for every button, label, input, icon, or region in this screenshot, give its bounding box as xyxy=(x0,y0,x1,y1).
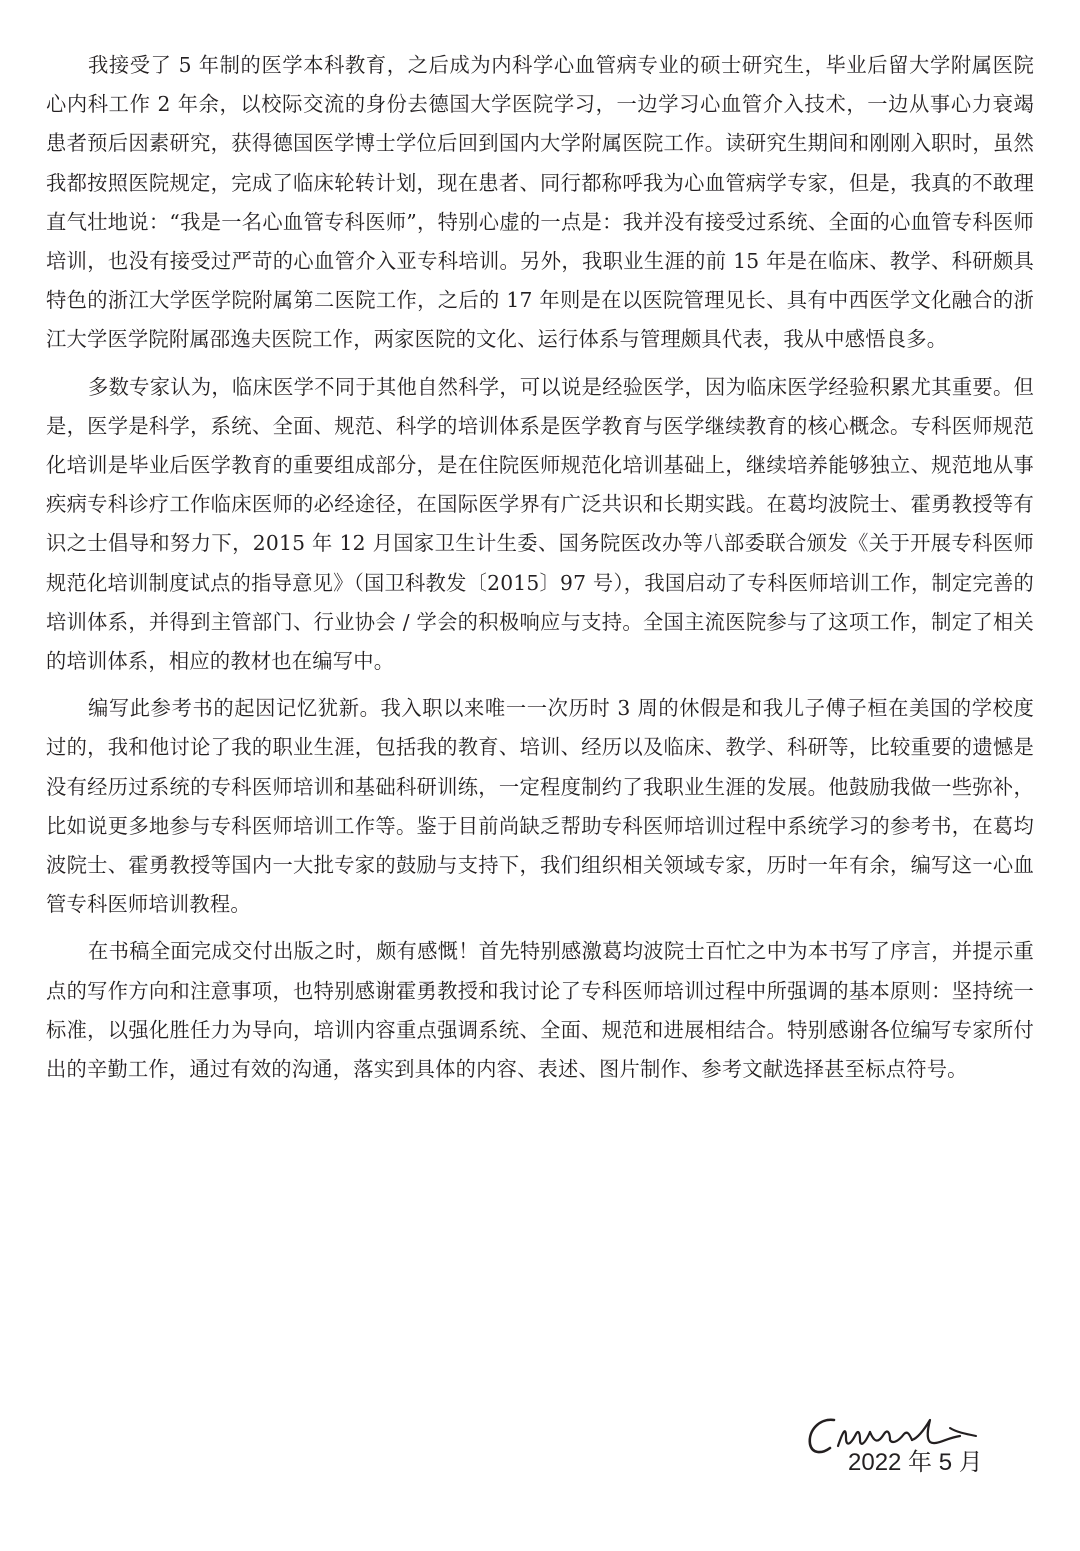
paragraph-4: 在书稿全面完成交付出版之时，颇有感慨！首先特别感激葛均波院士百忙之中为本书写了序言，并提示重点的写作方向和注意事项，也特别感谢霍勇教授和我讨论了专科医师培训过程中所强调的基本原则：坚持统一标准，以强化胜任力为导向，培训内容重点强调系统、全面、规范和进展相结合。特别感谢各位编写专家所付出的辛勤工作，通过有效的沟通，落实到具体的内容、表述、图片制作、参考文献选择甚至标点符号。 xyxy=(46,939,1034,1082)
document-body xyxy=(46,46,1034,1097)
paragraph-2: 多数专家认为，临床医学不同于其他自然科学，可以说是经验医学，因为临床医学经验积累尤其重要。但是，医学是科学，系统、全面、规范、科学的培训体系是医学教育与医学继续教育的核心概念。专科医师规范化培训是毕业后医学教育的重要组成部分，是在住院医师规范化培训基础上，继续培养能够独立、规范地从事疾病专科诊疗工作临床医师的必经途径，在国际医学界有广泛共识和长期实践。在葛均波院士、霍勇教授等有识之士倡导和努力下，2015 年 12 月国家卫生计生委、国务院医改办等八部委联合颁发《关于开展专科医师规范化培训制度试点的指导意见》（国卫科教发〔2015〕97 号），我国启动了专科医师培训工作，制定完善的培训体系，并得到主管部门、行业协会 / 学会的积极响应与支持。全国主流医院参与了这项工作，制定了相关的培训体系，相应的教材也在编写中。 xyxy=(46,374,1034,674)
date-line: 2022 年 5 月 xyxy=(848,1449,983,1476)
paragraph-1: 我接受了 5 年制的医学本科教育，之后成为内科学心血管病专业的硕士研究生，毕业后留大学附属医院心内科工作 2 年余，以校际交流的身份去德国大学医院学习，一边学习心血管介入技术，一边从事心力衰竭患者预后因素研究，获得德国医学博士学位后回到国内大学附属医院工作。读研究生期间和刚刚入职时，虽然我都按照医院规定，完成了临床轮转计划，现在患者、同行都称呼我为心血管病学专家，但是，我真的不敢理直气壮地说：“我是一名心血管专科医师”，特别心虚的一点是：我并没有接受过系统、全面的心血管专科医师培训，也没有接受过严苛的心血管介入亚专科培训。另外，我职业生涯的前 15 年是在临床、教学、科研颇具特色的浙江大学医学院附属第二医院工作，之后的 17 年则是在以医院管理见长、具有中西医学文化融合的浙江大学医学院附属邵逸夫医院工作，两家医院的文化、运行体系与管理颇具代表，我从中感悟良多。 xyxy=(46,53,1034,352)
paragraph-3: 编写此参考书的起因记忆犹新。我入职以来唯一一次历时 3 周的休假是和我儿子傅子桓在美国的学校度过的，我和他讨论了我的职业生涯，包括我的教育、培训、经历以及临床、教学、科研等，比较重要的遗憾是没有经历过系统的专科医师培训和基础科研训练，一定程度制约了我职业生涯的发展。他鼓励我做一些弥补，比如说更多地参与专科医师培训工作等。鉴于目前尚缺乏帮助专科医师培训过程中系统学习的参考书，在葛均波院士、霍勇教授等国内一大批专家的鼓励与支持下，我们组织相关领域专家，历时一年有余，编写这一心血管专科医师培训教程。 xyxy=(46,696,1034,917)
